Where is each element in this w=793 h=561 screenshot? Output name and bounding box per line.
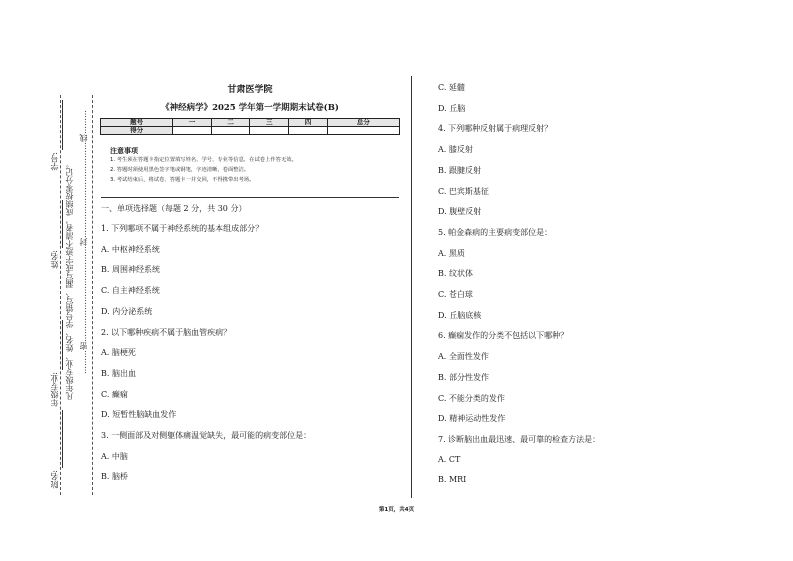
score-header-cell: 二 [211,119,250,127]
exam-title: 《神经病学》2025 学年第一学期期末试卷(B) [161,103,339,113]
answer-option: C. 自主神经系统 [101,286,160,296]
question-stem: 6. 癫痫发作的分类不包括以下哪种？ [438,331,569,341]
answer-option: B. 脑桥 [101,472,128,482]
binding-warning: 凡年级专业、姓名、学号错写、漏写或字迹不清者，成绩按零分记。 [65,160,74,400]
college-field[interactable] [62,410,63,468]
answer-option: D. 丘脑底核 [438,310,482,320]
answer-option: A. CT [438,454,461,464]
student-id-label: 学号: [50,152,59,171]
score-cell [173,127,212,135]
name-field[interactable] [62,200,63,248]
score-header-cell: 三 [250,119,289,127]
answer-option: D. 内分泌系统 [101,306,153,316]
answer-option: B. 脑出血 [101,368,136,378]
answer-option: A. 黑质 [438,248,465,258]
score-row-label: 得分 [101,127,173,135]
notice-item: 2. 答题时须使用黑色签字笔或钢笔，字迹清晰，卷面整洁。 [110,167,250,173]
binding-line-inner [92,95,93,495]
question-stem: 1. 下列哪项不属于神经系统的基本组成部分？ [101,224,264,233]
name-label: 姓名: [50,250,59,269]
score-header-cell: 总分 [327,119,399,127]
answer-option: B. MRI [438,475,467,485]
answer-option: D. 精神运动性发作 [438,414,506,424]
section-divider [101,197,399,198]
answer-option: A. 脑梗死 [101,348,136,358]
score-header-cell: 题号 [101,119,173,127]
answer-option: B. 纹状体 [438,269,473,279]
question-stem: 2. 以下哪种疾病不属于脑血管疾病？ [101,327,232,337]
score-table [100,118,400,135]
seal-line-text: ………密………………………………封………………………………线……… [79,110,88,374]
answer-option: A. 全面性发作 [438,352,489,362]
answer-option: B. 跟腱反射 [438,165,481,175]
answer-option: C. 巴宾斯基征 [438,186,489,196]
question-stem: 4. 下列哪种反射属于病理反射？ [438,124,553,134]
score-cell [250,127,289,135]
notice-item: 1. 考生须在答题卡指定位置填写姓名、学号、专业等信息，在试卷上作答无效。 [110,157,297,163]
major-label: 年级专业: [50,372,59,407]
answer-option: A. 中枢神经系统 [101,244,160,254]
score-cell [327,127,399,135]
score-cell [289,127,328,135]
answer-option: C. 癫痫 [101,389,128,399]
answer-option: C. 不能分类的发作 [438,393,505,403]
binding-line-outer [60,95,61,495]
question-stem: 5. 帕金森病的主要病变部位是： [438,227,553,237]
answer-option: C. 苍白球 [438,290,473,299]
school-name: 甘肃医学院 [227,85,273,95]
score-header-cell: 四 [289,119,328,127]
answer-option: A. 膝反射 [438,145,473,155]
answer-option: D. 丘脑 [438,103,466,113]
notice-item: 3. 考试结束后，将试卷、答题卡一并交回，不得携带出考场。 [110,177,255,183]
score-cell [211,127,250,135]
answer-option: D. 短暂性脑缺血发作 [101,410,177,420]
column-divider [411,76,412,498]
answer-option: D. 腹壁反射 [438,207,482,217]
major-field[interactable] [62,320,63,370]
student-id-field[interactable] [62,100,63,150]
answer-option: B. 周围神经系统 [101,265,160,275]
section-title: 一、单项选择题（每题 2 分，共 30 分） [101,204,247,213]
college-label: 院名: [50,470,59,489]
notice-title: 注意事项 [110,147,138,155]
question-stem: 7. 诊断脑出血最迅速、最可靠的检查方法是： [438,434,601,444]
question-stem: 3. 一侧面部及对侧躯体痛温觉缺失，最可能的病变部位是： [101,431,312,440]
answer-option: B. 部分性发作 [438,372,489,382]
score-header-cell: 一 [173,119,212,127]
page-footer: 第1页，共4页 [378,507,415,513]
answer-option: A. 中脑 [101,451,128,461]
answer-option: C. 延髓 [438,83,465,92]
score-table-header-row [101,119,400,127]
score-table-score-row [101,127,400,135]
